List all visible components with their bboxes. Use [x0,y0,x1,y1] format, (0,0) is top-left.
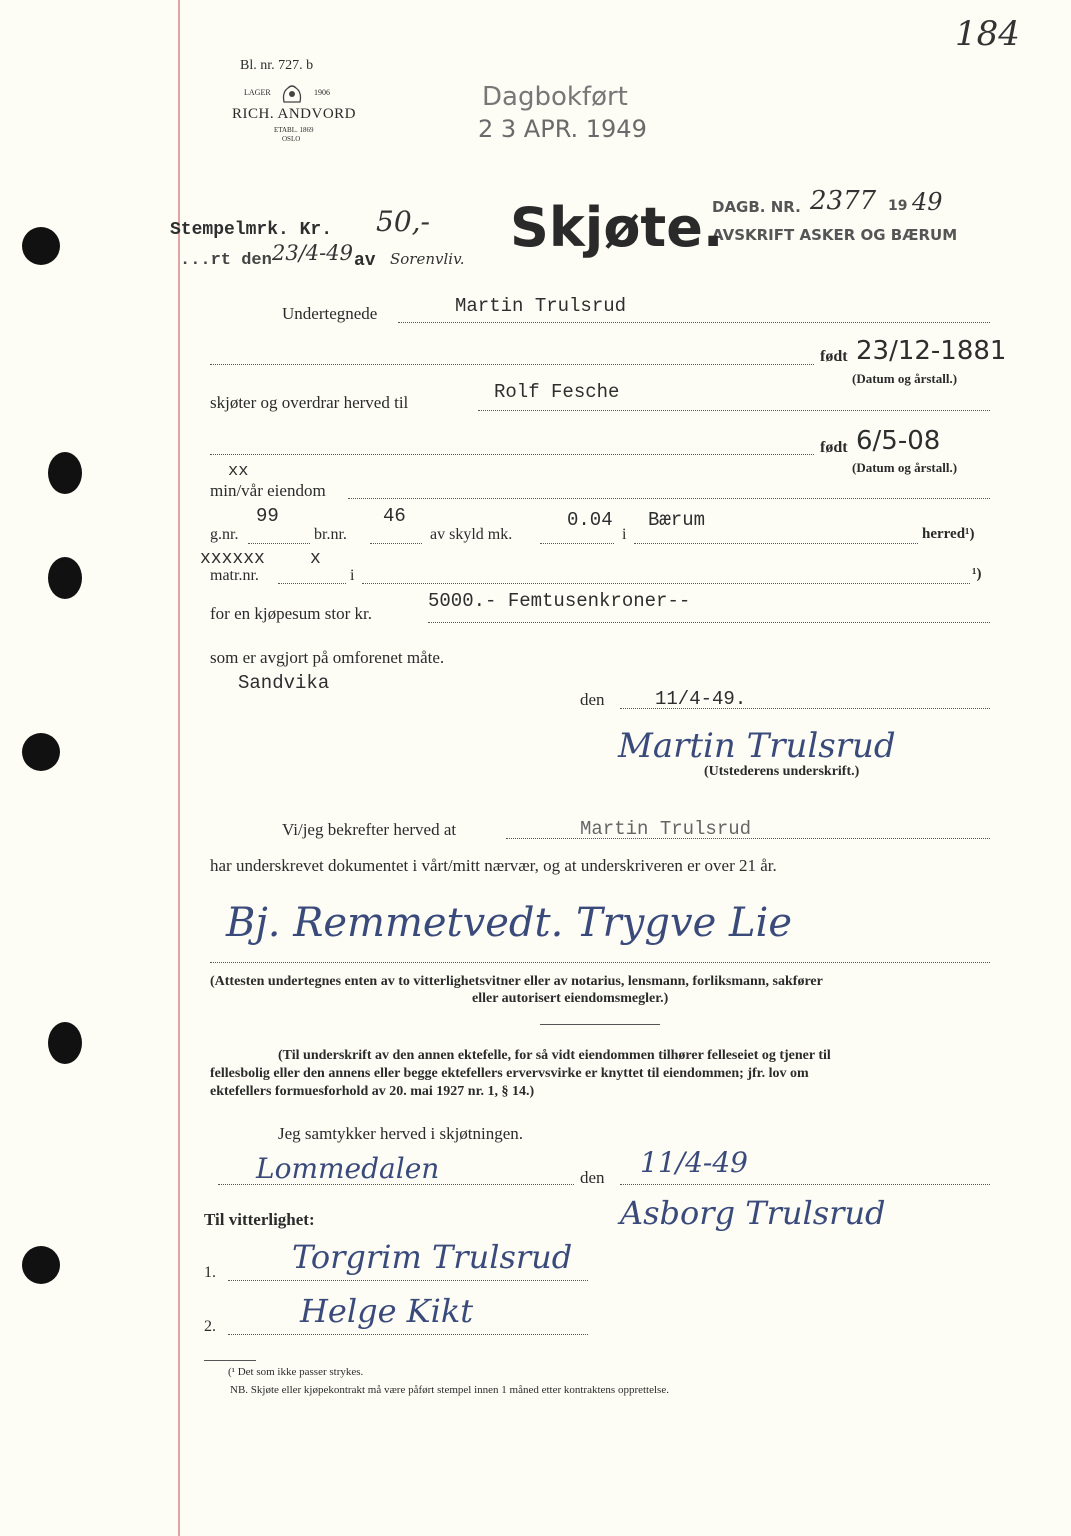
witness-number-1: 1. [204,1264,216,1281]
brnr-label: br.nr. [314,526,347,543]
document-title: Skjøte. [510,196,724,259]
logo-lager: LAGER [244,88,271,97]
gnr-value: 99 [256,505,279,527]
witness-name: Martin Trulsrud [580,818,752,840]
spouse-place-line [218,1184,574,1185]
skyld-line [540,543,614,544]
stempel-date: 23/4-49 [272,241,353,265]
fodt-label: født [820,348,848,365]
samtykker-label: Jeg samtykker herved i skjøtningen. [278,1124,524,1143]
dagb-year: 49 [912,188,943,216]
avgjort-label: som er avgjort på omforenet måte. [210,648,445,667]
witness2-line [228,1334,588,1335]
fodt-label-2: født [820,439,848,456]
dagbokfort-date: 2 3 APR. 1949 [478,115,647,143]
spouse-text-line2: fellesbolig eller den annens eller begge ektefellers ervervsvirke er knyttet til eiendommen; jfr. lov om [210,1066,809,1081]
den-label: den [580,690,605,709]
footnote-divider [204,1360,256,1361]
gnr-label: g.nr. [210,526,239,543]
underskrevet-text: har underskrevet dokumentet i vårt/mitt nærvær, og at underskriveren er over 21 år. [210,856,777,875]
stempel-line2: ...rt den [180,251,272,270]
footnote-line2: NB. Skjøte eller kjøpekontrakt må være påført stempel innen 1 måned etter kontraktens opprettelse. [230,1384,669,1396]
datum-note-2: (Datum og årstall.) [852,460,958,475]
page-number: 184 [955,14,1020,54]
kjopesum-line [428,622,990,623]
skjoter-label: skjøter og overdrar herved til [210,393,409,412]
gnr-line [248,543,310,544]
vitterlighet-label: Til vitterlighet: [204,1210,315,1229]
herred-line [634,543,918,544]
spouse-signature: Asborg Trulsrud [620,1194,886,1232]
spouse-text-line1: (Til underskrift av den annen ektefelle, for så vidt eiendommen tilhører felleseiet og tjener til [278,1048,831,1063]
footnote-mark: ¹) [972,566,982,582]
skyld-value: 0.04 [567,509,613,531]
divider [540,1024,660,1025]
utsteder-label: (Utstederens underskrift.) [704,764,860,779]
witness1-line [228,1280,588,1281]
publisher-logo [232,84,357,154]
punch-hole [22,1246,60,1284]
bekrefter-label: Vi/jeg bekrefter herved at [282,820,457,839]
punch-hole [48,1022,82,1064]
dagb-nr-label: DAGB. NR. [712,198,801,216]
punch-hole [22,733,60,771]
publisher-name: RICH. ANDVORD [232,106,357,122]
seller-name: Martin Trulsrud [455,295,627,317]
seller-signature: Martin Trulsrud [618,726,896,766]
witness-number-2: 2. [204,1318,216,1335]
i-label: i [622,526,627,543]
seller-birthdate: 23/12-1881 [856,336,1007,366]
dagb-year-prefix: 19 [888,198,908,214]
stempel-amount: 50,- [376,205,430,238]
footnote-line1: (¹ Det som ikke passer strykes. [228,1366,364,1378]
buyer-line [478,410,990,411]
herred-label: herred¹) [922,526,975,542]
publisher-est: ETABL. 1869 [274,126,314,134]
punch-hole [22,227,60,265]
stempel-av: av [354,251,376,271]
place: Sandvika [238,672,330,694]
publisher-city: OSLO [282,135,301,143]
avskrift-stamp: AVSKRIFT ASKER OG BÆRUM [712,226,958,244]
witness-2-signature: Helge Kikt [300,1292,474,1330]
buyer-line-2 [210,454,814,455]
punch-hole [48,452,82,494]
attest-line2: eller autorisert eiendomsmegler.) [472,991,669,1006]
spouse-date: 11/4-49 [640,1146,748,1179]
witness-1-signature: Torgrim Trulsrud [292,1238,573,1276]
dagb-nr: 2377 [810,186,877,216]
seller-line [398,322,990,323]
x-mark: x [310,549,321,569]
matr-i-line [362,583,970,584]
eiendom-label: min/vår eiendom [210,481,326,500]
matr-i-label: i [350,567,355,584]
seller-line-2 [210,364,814,365]
matrnr-label: matr.nr. [210,567,259,584]
document-date: 11/4-49. [655,688,747,710]
crest-icon [280,84,304,106]
witness-signature-line [210,962,990,963]
undertegnede-label: Undertegnede [282,304,378,323]
attest-line1: (Attesten undertegnes enten av to vitterlighetsvitner eller av notarius, lensmann, forliksmann, sakfører [210,974,823,989]
buyer-name: Rolf Fesche [494,381,620,403]
kjopesum-label: for en kjøpesum stor kr. [210,604,372,623]
brnr-value: 46 [383,505,406,527]
matrnr-line [278,583,346,584]
stempel-label: Stempelmrk. Kr. [170,220,333,240]
spouse-date-line [620,1184,990,1185]
spouse-text-line3: ektefellers formuesforhold av 20. mai 1927 nr. 1, § 14.) [210,1084,535,1099]
datum-note: (Datum og årstall.) [852,371,958,386]
brnr-line [370,543,422,544]
skyld-label: av skyld mk. [430,526,513,543]
eiendom-line [348,498,990,499]
logo-year: 1906 [314,88,330,97]
herred-value: Bærum [648,509,706,531]
xx-mark: xx [228,462,249,481]
form-number: Bl. nr. 727. b [240,58,314,73]
stempel-by: Sorenvliv. [390,250,465,268]
buyer-birthdate: 6/5-08 [856,426,941,456]
xxxxxx-mark: xxxxxx [200,549,265,569]
spouse-den-label: den [580,1168,605,1187]
witness-signatures: Bj. Remmetvedt. Trygve Lie [226,900,793,946]
punch-hole [48,557,82,599]
dagbokfort-stamp: Dagbokført [482,82,628,112]
kjopesum-value: 5000.- Femtusenkroner-- [428,590,691,612]
spouse-place: Lommedalen [256,1152,440,1185]
